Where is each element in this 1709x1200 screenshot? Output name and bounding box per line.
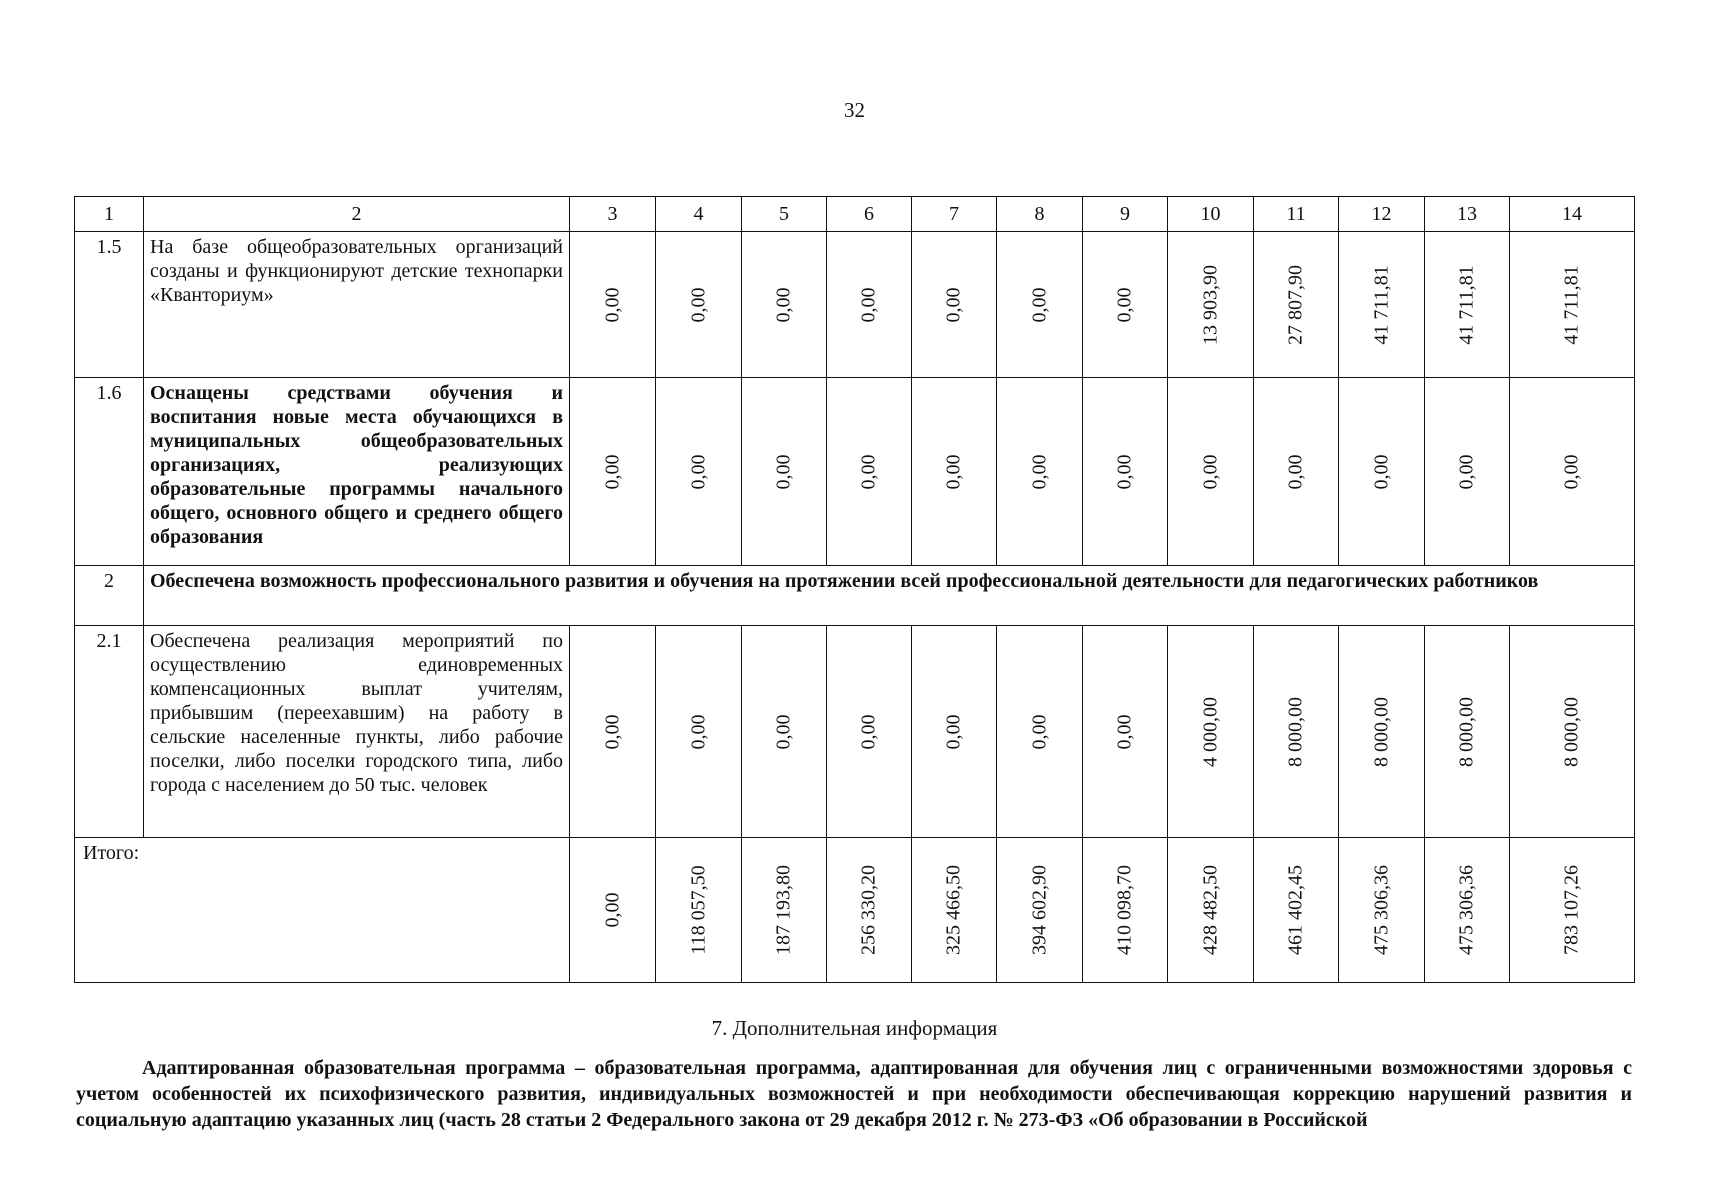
value-cell	[742, 378, 827, 566]
value-cell	[1425, 378, 1510, 566]
header-cell: 11	[1254, 197, 1339, 232]
cell-value: 8 000,00	[1284, 696, 1307, 767]
cell-value: 41 711,81	[1455, 264, 1478, 345]
value-cell	[656, 378, 742, 566]
cell-value: 0,00	[942, 454, 965, 489]
total-value: 475 306,36	[1455, 865, 1478, 955]
header-cell: 12	[1339, 197, 1425, 232]
header-cell: 13	[1425, 197, 1510, 232]
cell-value: 0,00	[1028, 454, 1050, 489]
total-value: 187 193,80	[772, 865, 795, 955]
section-heading: 7. Дополнительная информация	[711, 1016, 998, 1040]
cell-value: 0,00	[601, 287, 623, 322]
value-cell	[1168, 232, 1254, 378]
cell-value: 0,00	[601, 714, 623, 749]
value-cell	[1168, 626, 1254, 838]
header-cell: 9	[1083, 197, 1168, 232]
value-cell	[1339, 838, 1425, 983]
value-cell	[1083, 232, 1168, 378]
value-cell	[912, 232, 997, 378]
value-cell	[1510, 232, 1635, 378]
header-cell: 3	[570, 197, 656, 232]
value-cell	[997, 232, 1083, 378]
total-label: Итого:	[75, 838, 570, 983]
value-cell	[570, 232, 656, 378]
cell-value: 0,00	[1455, 454, 1478, 489]
total-row	[75, 838, 1635, 983]
budget-table	[74, 196, 1635, 983]
value-cell	[912, 378, 997, 566]
table-row	[75, 626, 1635, 838]
value-cell	[1254, 378, 1339, 566]
cell-value: 41 711,81	[1370, 264, 1392, 345]
value-cell	[1168, 378, 1254, 566]
cell-value: 0,00	[857, 287, 880, 322]
value-cell	[1083, 378, 1168, 566]
cell-value: 0,00	[857, 714, 880, 749]
cell-value: 0,00	[1370, 454, 1392, 489]
value-cell	[1510, 626, 1635, 838]
total-value: 325 466,50	[942, 865, 965, 955]
header-cell: 2	[144, 197, 570, 232]
header-cell: 5	[742, 197, 827, 232]
cell-value: 0,00	[687, 454, 709, 489]
total-value: 461 402,45	[1284, 865, 1307, 955]
total-value: 783 107,26	[1560, 865, 1583, 955]
section-row	[75, 566, 1635, 626]
value-cell	[1425, 232, 1510, 378]
cell-value: 13 903,90	[1199, 264, 1221, 345]
row-number: 1.5	[75, 232, 144, 378]
value-cell	[570, 378, 656, 566]
total-value: 475 306,36	[1370, 865, 1392, 955]
value-cell	[997, 378, 1083, 566]
header-cell: 1	[75, 197, 144, 232]
value-cell	[656, 838, 742, 983]
cell-value: 0,00	[687, 287, 709, 322]
cell-value: 0,00	[942, 287, 965, 322]
value-cell	[1339, 378, 1425, 566]
value-cell	[1339, 626, 1425, 838]
cell-value: 0,00	[1113, 714, 1136, 749]
value-cell	[570, 838, 656, 983]
value-cell	[1254, 626, 1339, 838]
cell-value: 0,00	[601, 454, 623, 489]
total-value: 256 330,20	[857, 865, 880, 955]
header-row	[75, 197, 1635, 232]
total-value: 428 482,50	[1199, 865, 1221, 955]
page-number: 32	[844, 98, 865, 122]
total-value: 0,00	[601, 892, 623, 928]
value-cell	[1510, 378, 1635, 566]
header-cell: 10	[1168, 197, 1254, 232]
cell-value: 27 807,90	[1284, 264, 1307, 345]
table-row	[75, 378, 1635, 566]
value-cell	[827, 232, 912, 378]
value-cell	[742, 626, 827, 838]
value-cell	[742, 232, 827, 378]
cell-value: 0,00	[1560, 454, 1583, 489]
cell-value: 0,00	[687, 714, 709, 749]
body-paragraph: Адаптированная образовательная программа – образовательная программа, адаптированная для обучения лиц с ограниченными возможностями здоровья с учетом особенностей их психофизического развития, индивидуальных возможностей и при необходимости обеспечивающая коррекцию нарушений развития и социальную адаптацию указанных лиц (часть 28 статьи 2 Федерального закона от 29 декабря 2012 г. № 273-ФЗ «Об образовании в Российской	[76, 1057, 1632, 1131]
value-cell	[1254, 232, 1339, 378]
value-cell	[1339, 232, 1425, 378]
header-cell: 6	[827, 197, 912, 232]
value-cell	[827, 378, 912, 566]
value-cell	[742, 838, 827, 983]
value-cell	[656, 232, 742, 378]
value-cell	[1083, 626, 1168, 838]
cell-value: 0,00	[1284, 454, 1307, 489]
cell-value: 41 711,81	[1560, 264, 1583, 345]
row-number: 1.6	[75, 378, 144, 566]
value-cell	[997, 626, 1083, 838]
total-value: 118 057,50	[687, 865, 709, 955]
cell-value: 0,00	[1113, 287, 1136, 322]
cell-value: 0,00	[1199, 454, 1221, 489]
header-cell: 14	[1510, 197, 1635, 232]
cell-value: 0,00	[772, 714, 795, 749]
section-description: Обеспечена возможность профессионального развития и обучения на протяжении всей профессиональной деятельности для педагогических работников	[144, 566, 1635, 626]
value-cell	[1083, 838, 1168, 983]
cell-value: 0,00	[772, 287, 795, 322]
table-row	[75, 232, 1635, 378]
value-cell	[827, 626, 912, 838]
row-description: Обеспечена реализация мероприятий по осуществлению единовременных компенсационных выплат учителям, прибывшим (переехавшим) на работу в сельские населенные пункты, либо рабочие поселки, либо поселки городского типа, либо города с населением до 50 тыс. человек	[144, 626, 570, 838]
header-cell: 7	[912, 197, 997, 232]
value-cell	[912, 838, 997, 983]
cell-value: 4 000,00	[1199, 696, 1221, 767]
cell-value: 0,00	[1028, 714, 1050, 749]
row-number: 2.1	[75, 626, 144, 838]
value-cell	[827, 838, 912, 983]
value-cell	[997, 838, 1083, 983]
cell-value: 0,00	[772, 454, 795, 489]
value-cell	[1425, 626, 1510, 838]
total-value: 394 602,90	[1028, 865, 1050, 955]
cell-value: 0,00	[857, 454, 880, 489]
value-cell	[1254, 838, 1339, 983]
row-description: Оснащены средствами обучения и воспитания новые места обучающихся в муниципальных общеобразовательных организациях, реализующих образовательные программы начального общего, основного общего и среднего общего образования	[144, 378, 570, 566]
cell-value: 0,00	[942, 714, 965, 749]
value-cell	[1510, 838, 1635, 983]
cell-value: 8 000,00	[1455, 696, 1478, 767]
value-cell	[656, 626, 742, 838]
row-number: 2	[75, 566, 144, 626]
total-value: 410 098,70	[1113, 865, 1136, 955]
value-cell	[1168, 838, 1254, 983]
cell-value: 0,00	[1028, 287, 1050, 322]
value-cell	[912, 626, 997, 838]
value-cell	[1425, 838, 1510, 983]
row-description: На базе общеобразовательных организаций созданы и функционируют детские технопарки «Кванториум»	[144, 232, 570, 378]
cell-value: 0,00	[1113, 454, 1136, 489]
header-cell: 8	[997, 197, 1083, 232]
cell-value: 8 000,00	[1370, 696, 1392, 767]
header-cell: 4	[656, 197, 742, 232]
value-cell	[570, 626, 656, 838]
cell-value: 8 000,00	[1560, 696, 1583, 767]
